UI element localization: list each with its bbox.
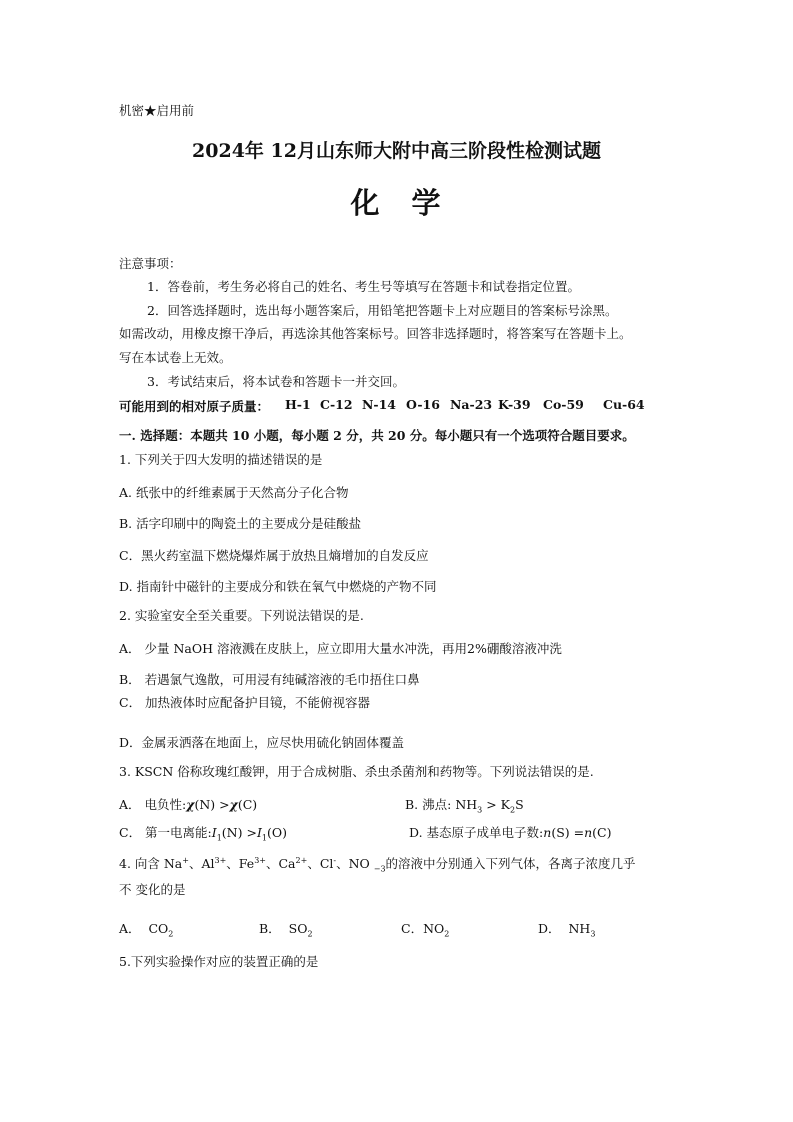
q4-stem-start: 4. 向含 Na (119, 856, 183, 871)
q4-c-sub: 2 (444, 929, 450, 939)
q3-a-chi-1: χ (186, 797, 195, 812)
q3-a-chi-2: χ (229, 797, 238, 812)
q3-b-mid: > K (482, 797, 511, 812)
q3-d-n-1: n (543, 825, 552, 840)
q3-option-a (119, 795, 379, 813)
mass-cu: Cu-64 (603, 397, 645, 412)
q3-d-end: (C) (592, 825, 612, 840)
notes-item-2-line-1: 2．回答选择题时，选出每小题答案后，用铅笔把答题卡上对应题目的答案标号涂黑。 (147, 303, 618, 318)
q3-c-mid: (N) > (221, 825, 257, 840)
q4-sub-no: −3 (373, 864, 386, 874)
q2-stem: 2. 实验室安全至关重要。下列说法错误的是. (119, 608, 364, 623)
q3-c-sub-2: 1 (261, 833, 267, 843)
q3-stem: 3. KSCN 俗称玫瑰红酸钾，用于合成树脂、杀虫杀菌剂和药物等。下列说法错误的是. (119, 764, 594, 779)
q4-sup-al: 3+ (214, 855, 227, 865)
q2-option-d: D．金属汞洒落在地面上，应尽快用硫化钠固体覆盖 (119, 735, 405, 750)
q4-a-sub: 2 (168, 929, 174, 939)
q4-option-a (119, 919, 173, 939)
q4-sup-fe: 3+ (254, 855, 266, 865)
notes-heading: 注意事项： (119, 256, 182, 271)
secret-label: 机密★启用前 (119, 103, 195, 118)
q4-d-sub: 3 (590, 929, 596, 939)
atomic-masses-label: 可能用到的相对原子质量： (119, 399, 270, 414)
q4-b-label: B． (259, 921, 281, 936)
q4-a-label: A． (119, 921, 141, 936)
q4-option-c (401, 919, 449, 939)
q3-b-end: S (515, 797, 524, 812)
q3-option-c (119, 823, 379, 843)
q2-option-a: A． 少量 NaOH 溶液溅在皮肤上，应立即用大量水冲洗，再用2%硼酸溶液冲洗 (119, 641, 562, 656)
q4-sep-1: 、Al (188, 856, 215, 871)
q3-option-b (405, 795, 524, 815)
notes-item-2-line-2: 如需改动，用橡皮擦干净后，再选涂其他答案标号。回答非选择题时，将答案写在答题卡上。 (119, 326, 632, 341)
q4-d-formula: NH (568, 921, 591, 936)
q3-c-end: (O) (266, 825, 287, 840)
q1-option-b: B. 活字印刷中的陶瓷土的主要成分是硅酸盐 (119, 516, 362, 531)
q3-option-d (409, 823, 611, 841)
q1-option-d: D. 指南针中磁针的主要成分和铁在氧气中燃烧的产物不同 (119, 579, 437, 594)
q2-option-b: B． 若遇氯气逸散，可用浸有纯碱溶液的毛巾捂住口鼻 (119, 672, 420, 687)
q3-c-sub-1: 1 (216, 833, 222, 843)
subject-char-1: 化 (350, 186, 382, 220)
subject-title (0, 181, 793, 222)
q3-b-sub-2: 2 (510, 805, 516, 815)
notes-item-1: 1．答卷前，考生务必将自己的姓名、考生号等填写在答题卡和试卷指定位置。 (147, 279, 580, 294)
q1-option-a: A. 纸张中的纤维素属于天然高分子化合物 (119, 485, 349, 500)
q3-a-prefix: A． 电负性: (119, 797, 187, 812)
q4-c-label: C．NO (401, 921, 445, 936)
q4-option-b (259, 919, 313, 939)
q5-stem: 5.下列实验操作对应的装置正确的是 (119, 954, 319, 969)
q3-c-i-1: I (211, 825, 217, 840)
q3-b-sub-1: 3 (477, 805, 483, 815)
q3-d-mid: (S) = (551, 825, 585, 840)
q4-b-formula: SO (288, 921, 308, 936)
q3-d-n-2: n (584, 825, 593, 840)
subject-char-2: 学 (411, 186, 443, 220)
mass-co: Co-59 (543, 397, 584, 412)
q1-stem: 1. 下列关于四大发明的描述错误的是 (119, 452, 323, 467)
notes-item-3: 3．考试结束后，将本试卷和答题卡一并交回。 (147, 374, 405, 389)
q4-stem-end: 的溶液中分别通入下列气体，各离子浓度几乎 (385, 856, 636, 871)
q4-stem-line-2: 不 变化的是 (119, 882, 186, 897)
mass-c: C-12 (320, 397, 353, 412)
q4-sep-2: 、Fe (226, 856, 255, 871)
q4-sep-4: 、Cl (307, 856, 334, 871)
q4-stem-line-1 (119, 854, 679, 874)
q4-b-sub: 2 (307, 929, 313, 939)
q4-option-d (538, 919, 595, 939)
mass-k: K-39 (498, 397, 531, 412)
q4-a-formula: CO (148, 921, 169, 936)
q4-sep-5: 、NO (336, 856, 374, 871)
exam-title: 2024年 12月山东师大附中高三阶段性检测试题 (192, 140, 601, 162)
q4-d-label: D． (538, 921, 561, 936)
mass-na: Na-23 (450, 397, 493, 412)
q4-sup-na: + (182, 855, 189, 865)
q3-d-prefix: D. 基态原子成单电子数: (409, 825, 544, 840)
q2-option-c: C． 加热液体时应配备护目镜，不能俯视容器 (119, 695, 371, 710)
q3-c-prefix: C． 第一电离能: (119, 825, 212, 840)
notes-item-2-line-3: 写在本试卷上无效。 (119, 350, 232, 365)
q1-option-c: C．黑火药室温下燃烧爆炸属于放热且熵增加的自发反应 (119, 548, 429, 563)
q3-c-i-2: I (256, 825, 262, 840)
mass-h: H-1 (285, 397, 311, 412)
mass-o: O-16 (406, 397, 440, 412)
atomic-masses (119, 397, 679, 415)
q3-b-prefix: B. 沸点: NH (405, 797, 478, 812)
section-1-heading: 一. 选择题：本题共 10 小题，每小题 2 分，共 20 分。每小题只有一个选项符合题目要求。 (119, 428, 635, 443)
q4-sup-cl: - (333, 855, 337, 865)
q3-a-mid: (N) > (194, 797, 230, 812)
q4-sep-3: 、Ca (265, 856, 296, 871)
mass-n: N-14 (362, 397, 397, 412)
q4-sup-ca: 2+ (295, 855, 308, 865)
q3-a-end: (C) (237, 797, 258, 812)
